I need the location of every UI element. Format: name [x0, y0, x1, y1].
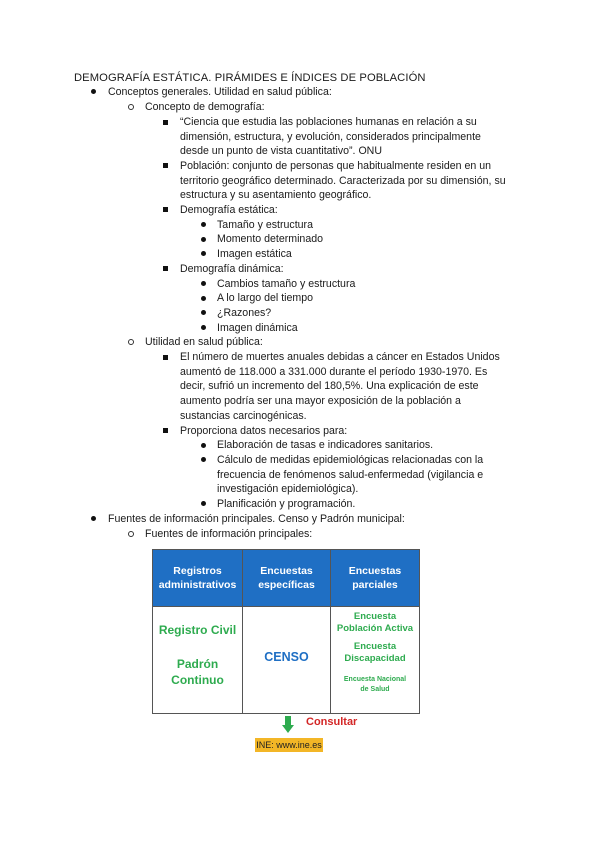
bullet-dot — [201, 325, 206, 330]
consultar-label: Consultar — [306, 716, 358, 728]
bullet-square — [163, 120, 168, 125]
text-line: frecuencia de fenómenos salud-enfermedad (vigilancia e — [217, 469, 484, 481]
bullet-dot — [201, 296, 206, 301]
bullet-square — [163, 428, 168, 433]
bullet-dot — [201, 457, 206, 462]
outline-item: Utilidad en salud pública: — [145, 336, 263, 348]
text-line: estructura y su asentamiento geográfico. — [180, 189, 372, 201]
text-line: investigación epidemiológica). — [217, 483, 359, 495]
outline-item: Proporciona datos necesarios para: — [180, 425, 348, 437]
encuesta-discapacidad: Encuesta Discapacidad — [344, 641, 406, 664]
encuesta-poblacion-activa: Encuesta Población Activa — [336, 611, 414, 634]
list-item: Tamaño y estructura — [217, 219, 313, 231]
outline-item: Fuentes de información principales. Censo y Padrón municipal: — [108, 513, 405, 525]
outline-item: Fuentes de información principales: — [145, 528, 313, 540]
down-arrow-icon — [282, 716, 294, 734]
bullet-dot — [201, 501, 206, 506]
bullet-dot — [91, 89, 96, 94]
column-divider — [242, 550, 243, 713]
header-divider — [153, 606, 419, 607]
text-line: decir, sufrió un incremento del 180,5%. Una explicación de este — [180, 380, 479, 392]
registro-civil-label: Registro Civil — [158, 623, 237, 637]
bullet-dot — [201, 443, 206, 448]
list-item: Imagen dinámica — [217, 322, 298, 334]
bullet-square — [163, 207, 168, 212]
list-item: ¿Razones? — [217, 307, 272, 319]
bullet-square — [163, 163, 168, 168]
bullet-square — [163, 266, 168, 271]
bullet-circle — [128, 104, 134, 110]
text-line: territorio geográfico determinado. Caracterizada por su dimensión, su — [180, 175, 506, 187]
bullet-square — [163, 355, 168, 360]
table-header-especificas: Encuestas específicas — [243, 550, 330, 606]
bullet-circle — [128, 531, 134, 537]
outline-item: Concepto de demografía: — [145, 101, 265, 113]
sources-table — [152, 549, 420, 714]
bullet-dot — [201, 222, 206, 227]
outline-item: Demografía estática: — [180, 204, 278, 216]
bullet-circle — [128, 339, 134, 345]
bullet-dot — [201, 281, 206, 286]
bullet-dot — [201, 251, 206, 256]
text-line: aumentó de 118.000 a 331.000 durante el período 1930-1970. Es — [180, 366, 488, 378]
text-line: dimensión, estructura, y evolución, considerados principalmente — [180, 131, 481, 143]
text-line: El número de muertes anuales debidas a cáncer en Estados Unidos — [180, 351, 500, 363]
list-item: Momento determinado — [217, 233, 323, 245]
table-header-parciales: Encuestas parciales — [331, 550, 419, 606]
text-line: desde un punto de vista cuantitativo”. ONU — [180, 145, 382, 157]
bullet-dot — [91, 516, 96, 521]
page-title: DEMOGRAFÍA ESTÁTICA. PIRÁMIDES E ÍNDICES DE POBLACIÓN — [74, 72, 426, 84]
list-item: Planificación y programación. — [217, 498, 356, 510]
padron-continuo-label: Padrón Continuo — [171, 657, 224, 687]
text-line: Población: conjunto de personas que habitualmente residen en un — [180, 160, 491, 172]
list-item: Cambios tamaño y estructura — [217, 278, 356, 290]
encuesta-nacional-salud: Encuesta Nacional de Salud — [343, 676, 407, 693]
list-item: A lo largo del tiempo — [217, 292, 313, 304]
list-item: Cálculo de medidas epidemiológicas relacionadas con la — [217, 454, 484, 466]
table-header-registros: Registros administrativos — [153, 550, 242, 606]
censo-label: CENSO — [264, 650, 309, 664]
outline-item: Demografía dinámica: — [180, 263, 284, 275]
list-item: Imagen estática — [217, 248, 292, 260]
bullet-dot — [201, 237, 206, 242]
text-line: aumento podría ser una mayor exposición de la población a — [180, 395, 461, 407]
list-item: Elaboración de tasas e indicadores sanitarios. — [217, 439, 434, 451]
text-line: “Ciencia que estudia las poblaciones humanas en relación a su — [180, 116, 477, 128]
text-line: sustancias carcinogénicas. — [180, 410, 307, 422]
bullet-dot — [201, 310, 206, 315]
ine-website-badge: INE: www.ine.es — [256, 740, 322, 750]
outline-item: Conceptos generales. Utilidad en salud pública: — [108, 86, 332, 98]
